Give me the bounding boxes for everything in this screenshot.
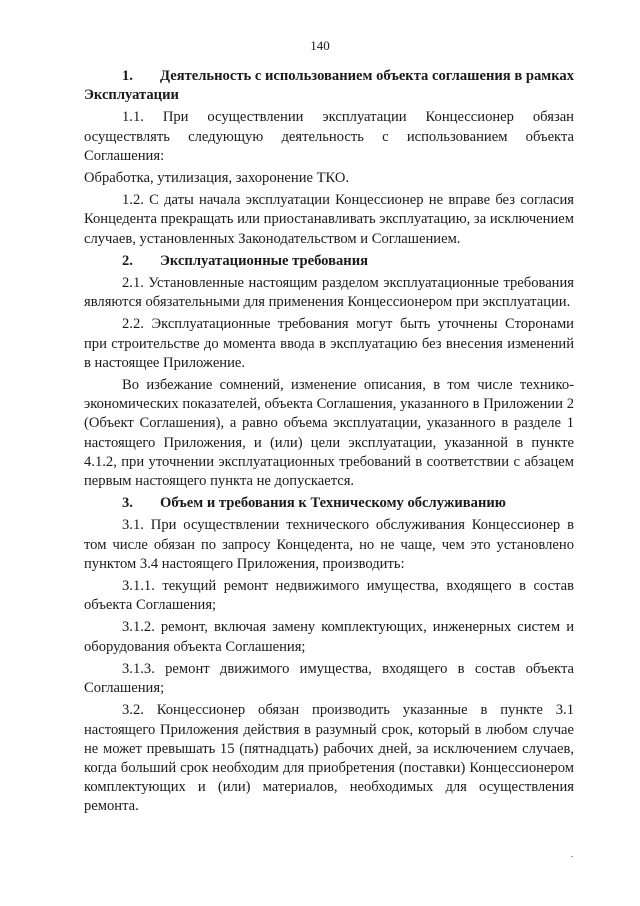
- paragraph-3-1-3: 3.1.3. ремонт движимого имущества, входящего в состав объекта Соглашения;: [84, 660, 574, 697]
- section-2-heading: [84, 252, 574, 271]
- page-number: 140: [310, 38, 330, 53]
- section-1-number: 1.: [122, 68, 133, 84]
- paragraph-1-2: 1.2. С даты начала эксплуатации Концессионер не вправе без согласия Концедента прекращать или приостанавливать эксплуатацию, за исключением случаев, установленных Законодательством и Соглашением.: [84, 192, 574, 247]
- paragraph-2-3: Во избежание сомнений, изменение описания, в том числе технико-экономических показателей, объекта Соглашения, указанного в Приложении 2 (Объект Соглашения), а равно объема эксплуатации, указанного в разделе 1 настоящего Приложения, и (или) цели эксплуатации, указанной в пункте 4.1.2, при уточнении эксплуатационных требований в соответствии с абзацем первым настоящего пункта не допускается.: [84, 377, 574, 490]
- document-body: [84, 62, 574, 817]
- paragraph-1-1-list: Обработка, утилизация, захоронение ТКО.: [84, 170, 350, 187]
- section-2-number: 2.: [122, 252, 133, 269]
- paragraph-3-1-2: 3.1.2. ремонт, включая замену комплектующих, инженерных систем и оборудования объекта Соглашения;: [84, 619, 574, 655]
- section-3-title: Объем и требования к Техническому обслуживанию: [160, 495, 506, 512]
- paragraph-3-1: 3.1. При осуществлении технического обслуживания Концессионер в том числе обязан по запросу Концедента, но не чаще, чем это установлено пунктом 3.4 настоящего Приложения, производить:: [84, 517, 574, 572]
- section-1-heading: [84, 67, 574, 105]
- paragraph-2-2: 2.2. Эксплуатационные требования могут быть уточнены Сторонами при строительстве до момента ввода в эксплуатацию без внесения изменений в настоящее Приложение.: [84, 316, 574, 371]
- section-2-title: Эксплуатационные требования: [160, 252, 369, 269]
- paragraph-2-1: 2.1. Установленные настоящим разделом эксплуатационные требования являются обязательными для применения Концессионером при эксплуатации.: [84, 275, 574, 311]
- section-1-title: Деятельность с использованием объекта соглашения в рамках Эксплуатации: [84, 68, 574, 104]
- scan-speck: [571, 856, 573, 857]
- paragraph-3-1-1: 3.1.1. текущий ремонт недвижимого имущества, входящего в состав объекта Соглашения;: [84, 578, 574, 614]
- section-3-heading: [84, 494, 574, 513]
- paragraph-3-2: 3.2. Концессионер обязан производить указанные в пункте 3.1 настоящего Приложения действия в разумный срок, который в любом случае не может превышать 15 (пятнадцать) рабочих дней, за исключением случаев, когда больший срок необходим для приобретения (поставки) Концессионером комплектующих и (или) материалов, необходимых для осуществления ремонта.: [84, 702, 574, 815]
- section-3-number: 3.: [122, 495, 133, 512]
- paragraph-1-1: 1.1. При осуществлении эксплуатации Концессионер обязан осуществлять следующую деятельность с использованием объекта Соглашения:: [84, 109, 574, 164]
